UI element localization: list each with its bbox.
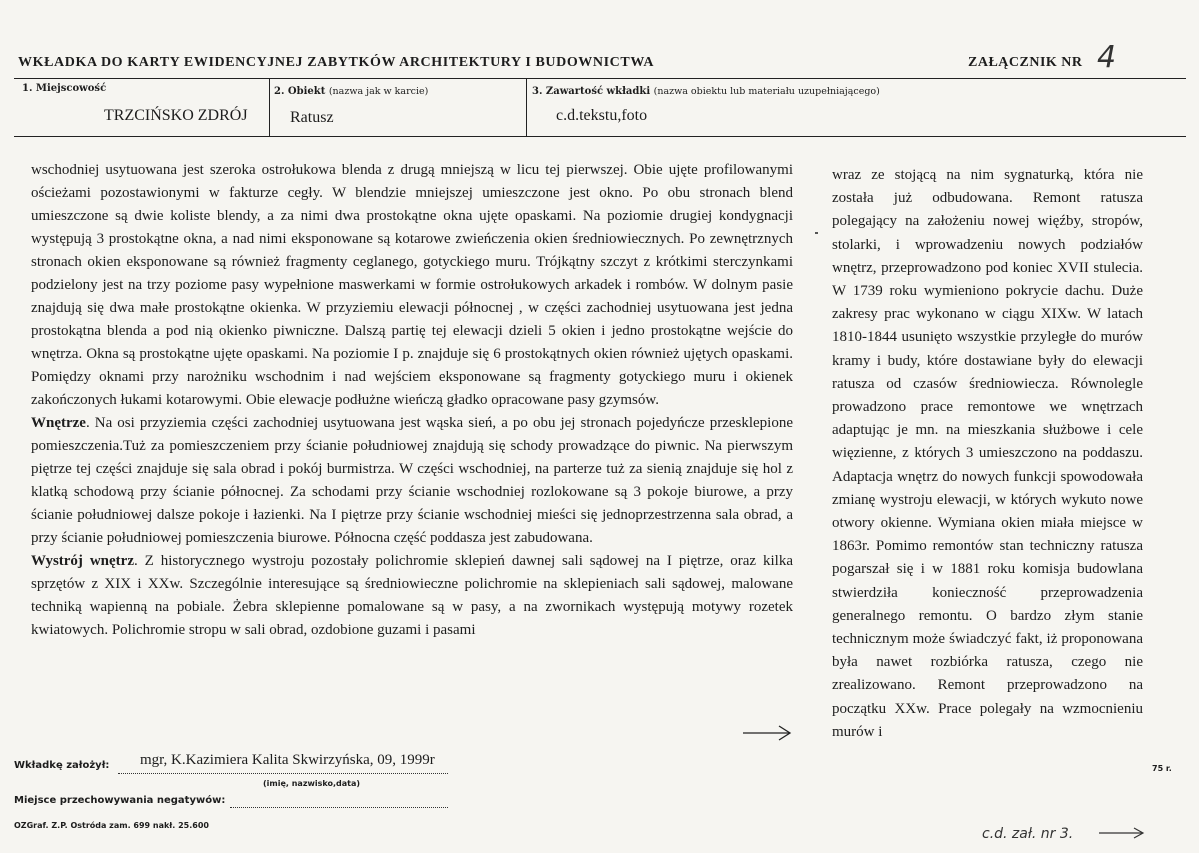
field-1-label: 1. Miejscowość [22,83,107,94]
paragraph-interior: Wnętrze. Na osi przyziemia części zachodniej usytuowana jest wąska sień, a po obu jej stronach pojedyńcze przesklepione pomieszczenia.Tuż za pomieszczeniem przy ścianie południowej znajdują się schody prowadzące do piwnic. Na pierwszym piętrze tej części znajduje się sala obrad i pokój burmistrza. W części wschodniej, na parterze tuż za sienią znajduje się hol z klatką schodową przy ścianie północnej. Za schodami przy ścianie wschodniej rozlokowane są 3 pokoje biurowe, a przy ścianie południowej dalsze pokoje i łazienki. Na I piętrze przy ścianie wschodniej mieści się jednoprzestrzenna sala obrad, a przy ścianie południowej pomieszczenia biurowe. Północna część poddasza jest zabudowana. [31,415,793,546]
field-divider-1 [269,79,270,136]
paragraph-elevations: wschodniej usytuowana jest szeroka ostrołukowa blenda z drugą mniejszą w licu tej pierwszej. Obie ujęte profilowanymi ościeżami pozostawionymi w fakturze cegły. W blendzie mniejszej umieszczone jest okno. Po obu stronach blend umieszczone są dwie koliste blendy, a za nimi dwa prostokątne okna ujęte opaskami. Na poziomie drugiej kondygnacji występują 3 prostokątne okna, a nad nimi eksponowane są kotarowe zwieńczenia okien średniowiecznych. Po zewnętrznych stronach okien eksponowane są również fragmenty ceglanego, gotyckiego muru. Trójkątny szczyt z krótkimi sterczynkami podzielony jest na trzy poziome pasy wypełnione maswerkami w formie ostrołukowych arkadek i rombów. W dolnym pasie znajdują się dwa małe prostokątne okienka. W przyziemiu elewacji północnej , w części zachodniej usytuowana jest jedna prostokątna blenda a pod nią okienko piwniczne. Dalszą partię tej elewacji dzieli 5 okien i jedno prostokątne wejście do wnętrza. Okna są prostokątne ujęte opaskami. Na poziomie I p. znajduje się 6 prostokątnych okien również ujętych opaskami. Pomiędzy oknami przy narożniku wschodnim i nad wejściem eksponowane są fragmenty gotyckiego muru i okienek zakończonych łukami kotarowymi. Obie elewacje podłużne wieńczą gładko opracowane pasy gzymsów. [31,162,793,408]
field-2-value: Ratusz [290,109,334,126]
right-column-text: wraz ze stojącą na nim sygnaturką, która nie została już odbudowana. Remont ratusza polegający na założeniu nowej więźby, stropów, stolarki, i wprowadzeniu nowych podziałów wnętrz, przeprowadzono pod koniec XVII stulecia. W 1739 roku wymieniono pokrycie dachu. Duże zakresy prac wykonano w ciągu XIXw. W latach 1810-1844 usunięto wszystkie przyległe do murów kramy i budy, które dostawiane były do elewacji ratusza od czasów średniowiecza. Równolegle prowadzono prace remontowe we wnętrzach adaptując je mn. na mieszkania służbowe i cele więzienne, z których 3 umieszczono na poddaszu. Adaptacja wnętrz do nowych funkcji spowodowała zmianę wystroju elewacji, w których wykuto nowe otwory okienne. Wymiana okien miała miejsce w 1863r. Pomimo remontów stan techniczny ratusza pogarszał się i w 1881 roku komisja budowlana stwierdziła konieczność przeprowadzenia generalnego remontu. O bardzo złym stanie technicznym może świadczyć fakt, iż proponowana była nawet rozbiórka ratusza, czego nie zrealizowano. Remont przeprowadzono na początku XXw. Prace polegały na wzmocnieniu murów i [832,167,1143,740]
heading-interior-decor: Wystrój wnętrz [31,553,134,569]
zalacznik-label: ZAŁĄCZNIK NR [968,55,1083,70]
field-1-value: TRZCIŃSKO ZDRÓJ [104,107,248,124]
negatyw-dots [230,806,448,808]
continuation-note: c.d. zał. nr 3. [982,826,1074,842]
zalozyl-value: mgr, K.Kazimiera Kalita Skwirzyńska, 09, 1999r [140,752,435,768]
scan-speck [815,232,818,234]
zalacznik-number: 4 [1097,40,1117,75]
field-3-label: 3. Zawartość wkładki (nazwa obiektu lub materiału uzupełniającego) [532,86,880,97]
zalozyl-label: Wkładkę założył: [14,760,110,771]
form-title: WKŁADKA DO KARTY EWIDENCYJNEJ ZABYTKÓW ARCHITEKTURY I BUDOWNICTWA [18,55,655,70]
side-note: 75 r. [1152,764,1172,773]
print-info: OZGraf. Z.P. Ostróda zam. 699 nakł. 25.600 [14,821,209,830]
left-column-text [31,159,793,642]
zalozyl-dots [118,772,448,774]
heading-interior: Wnętrze [31,415,86,431]
continuation-arrow-icon [1098,826,1146,840]
field-2-label: 2. Obiekt (nazwa jak w karcie) [274,86,429,97]
field-divider-2 [526,79,527,136]
paragraph-interior-decor: Wystrój wnętrz. Z historycznego wystroju pozostały polichromie sklepień dawnej sali sądowej na I piętrze, oraz kilka sprzętów z XIX i XXw. Szczególnie interesujące są średniowieczne polichromie na sklepieniach sali sądowej, malowane techniką wapienną na pobiale. Żebra sklepienne pomalowane są w pasy, a na zwornikach występują motywy rozetek kwiatowych. Polichromie stropu w sali obrad, ozdobione guzami i pasami [31,553,793,638]
negatyw-label: Miejsce przechowywania negatywów: [14,795,226,806]
header-rule [14,78,1186,79]
fields-bottom-rule [14,136,1186,137]
zalozyl-hint: (imię, nazwisko,data) [263,779,361,788]
field-3-value: c.d.tekstu,foto [556,107,648,124]
continue-arrow-icon [741,722,793,744]
